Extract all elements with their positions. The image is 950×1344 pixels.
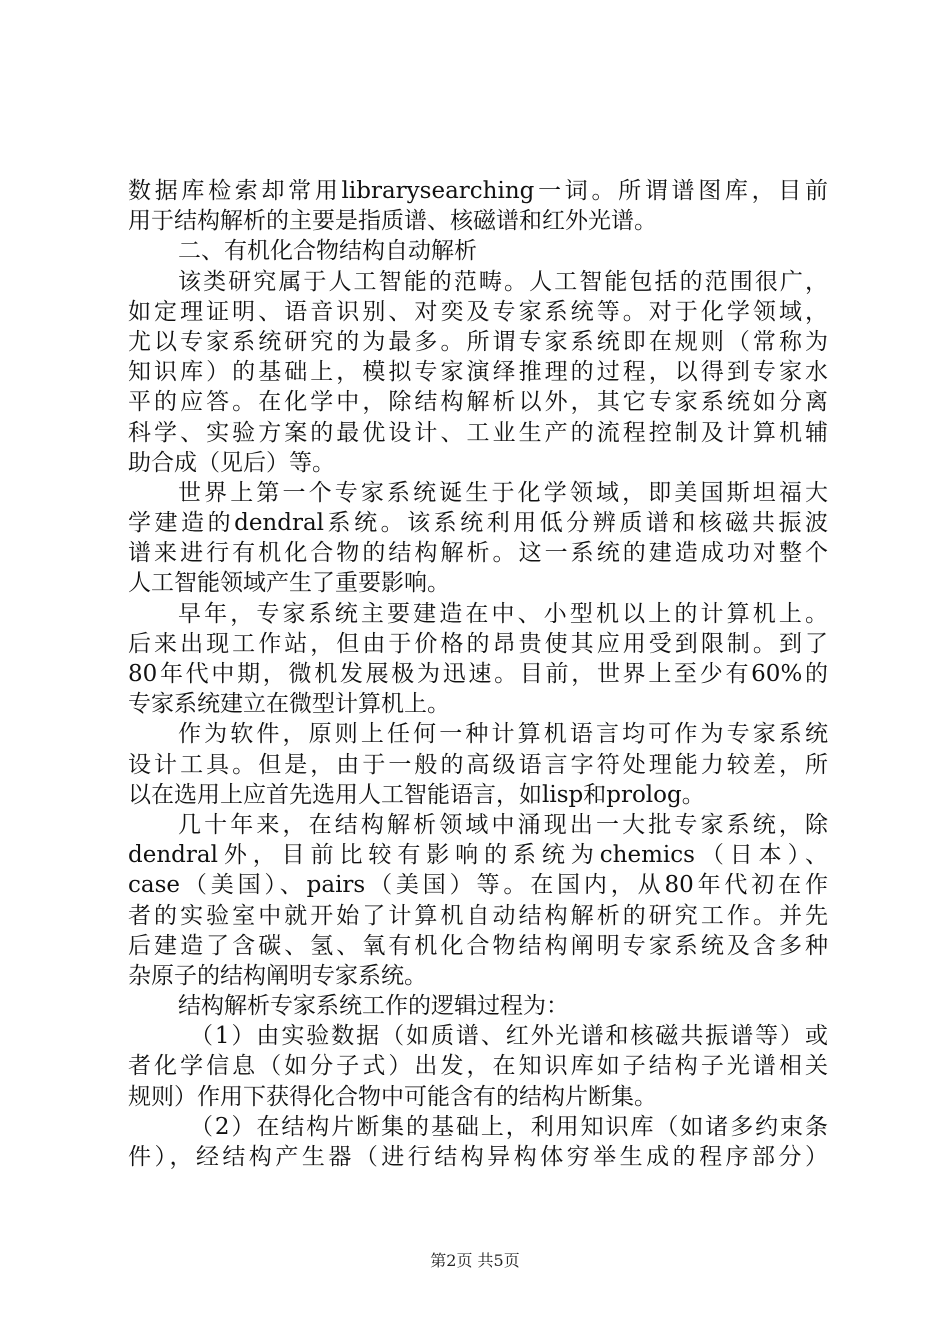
text-line: 几十年来，在结构解析领域中涌现出一大批专家系统，除 (178, 811, 828, 838)
text-line: 科学、实验方案的最优设计、工业生产的流程控制及计算机辅 (128, 419, 828, 446)
text-line: 作为软件，原则上任何一种计算机语言均可作为专家系统 (178, 721, 828, 748)
text-line: 谱来进行有机化合物的结构解析。这一系统的建造成功对整个 (128, 540, 828, 567)
text-line: 尤以专家系统研究的为最多。所谓专家系统即在规则（常称为 (128, 328, 828, 355)
text-line: case（美国）、pairs（美国）等。在国内，从80年代初在作 (128, 872, 828, 899)
text-line: 后建造了含碳、氢、氧有机化合物结构阐明专家系统及含多种 (128, 932, 828, 959)
text-line: 如定理证明、语音识别、对奕及专家系统等。对于化学领域， (128, 298, 828, 325)
list-item: （1）由实验数据（如质谱、红外光谱和核磁共振谱等）或 (190, 1023, 828, 1050)
section-heading: 二、有机化合物结构自动解析 (178, 238, 477, 265)
text-line: 80年代中期，微机发展极为迅速。目前，世界上至少有60%的 (128, 661, 828, 687)
text-line: 结构解析专家系统工作的逻辑过程为： (178, 993, 569, 1020)
document-body (128, 176, 828, 1172)
text-line: 者的实验室中就开始了计算机自动结构解析的研究工作。并先 (128, 902, 828, 929)
text-line: 专家系统建立在微型计算机上。 (128, 691, 450, 718)
text-line: 件），经结构产生器（进行结构异构体穷举生成的程序部分） (128, 1144, 828, 1170)
text-line: 用于结构解析的主要是指质谱、核磁谱和红外光谱。 (128, 208, 657, 235)
text-line: 以在选用上应首先选用人工智能语言，如lisp和prolog。 (128, 781, 705, 808)
list-item: （2）在结构片断集的基础上，利用知识库（如诸多约束条 (190, 1113, 828, 1140)
text-line: 数据库检索却常用librarysearching一词。所谓谱图库，目前 (128, 178, 828, 204)
text-line: 该类研究属于人工智能的范畴。人工智能包括的范围很广， (178, 268, 828, 295)
text-line: 设计工具。但是，由于一般的高级语言字符处理能力较差，所 (128, 751, 828, 778)
text-line: 知识库）的基础上，模拟专家演绎推理的过程，以得到专家水 (128, 359, 828, 386)
text-line: 世界上第一个专家系统诞生于化学领域，即美国斯坦福大 (178, 479, 828, 506)
text-line: 者化学信息（如分子式）出发，在知识库如子结构子光谱相关 (128, 1053, 828, 1080)
text-line: 助合成（见后）等。 (128, 449, 335, 476)
text-line: 人工智能领域产生了重要影响。 (128, 570, 450, 597)
text-line: 杂原子的结构阐明专家系统。 (128, 962, 427, 989)
text-line: 规则）作用下获得化合物中可能含有的结构片断集。 (128, 1083, 657, 1110)
text-line: 后来出现工作站，但由于价格的昂贵使其应用受到限制。到了 (128, 630, 828, 657)
page-number-footer: 第2页 共5页 (430, 1251, 520, 1270)
text-line: 学建造的dendral系统。该系统利用低分辨质谱和核磁共振波 (128, 510, 828, 537)
text-line: 平的应答。在化学中，除结构解析以外，其它专家系统如分离 (128, 389, 828, 416)
text-line: 早年，专家系统主要建造在中、小型机以上的计算机上。 (178, 600, 828, 627)
text-line: dendral外，目前比较有影响的系统为chemics（日本）、 (128, 842, 828, 869)
